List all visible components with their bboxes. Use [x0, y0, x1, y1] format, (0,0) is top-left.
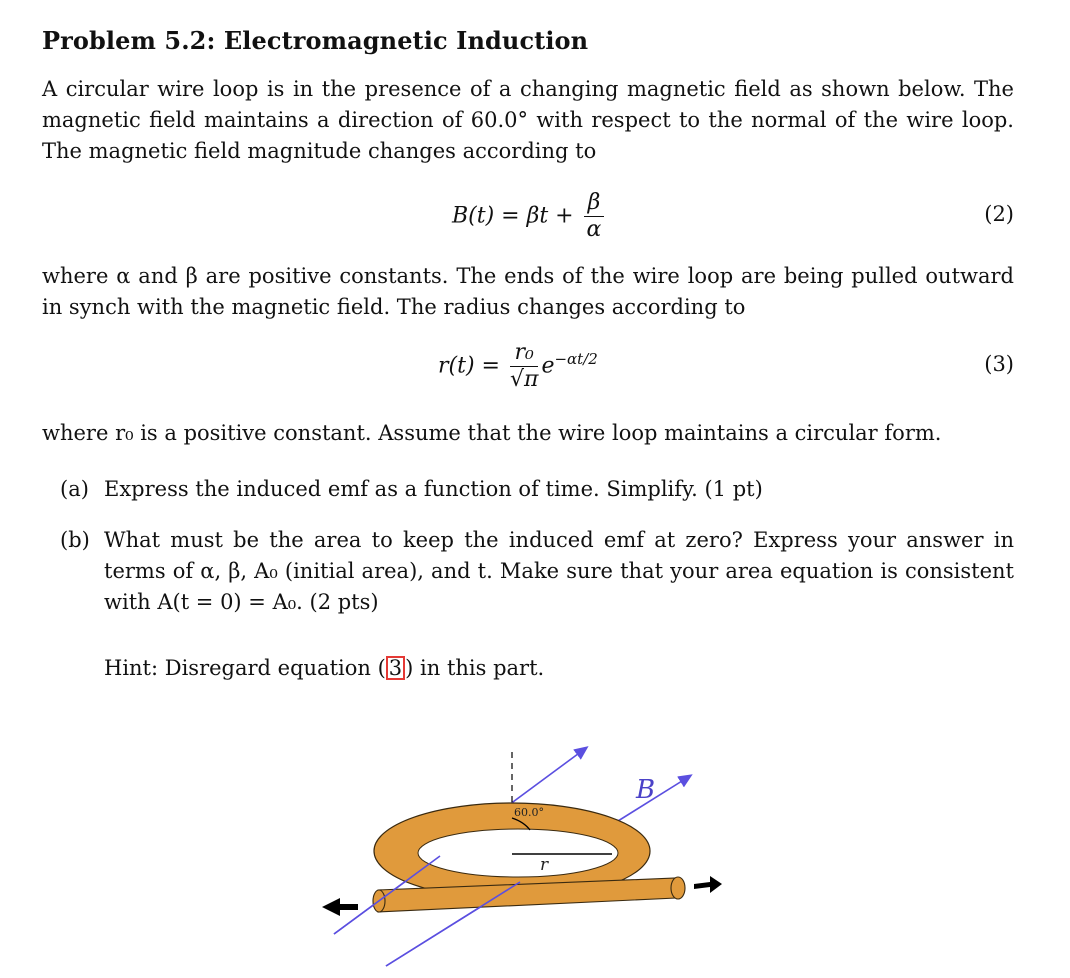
wire-loop: [373, 803, 685, 912]
radius-paragraph: where α and β are positive constants. The ends of the wire loop are being pulled outward in synch with the magnetic field. The radius changes according to: [42, 264, 1014, 319]
equation-3-lhs: r(t) =: [438, 353, 500, 379]
equation-reference-link[interactable]: 3: [386, 656, 405, 680]
angle-label: 60.0°: [514, 806, 544, 819]
part-b-text: What must be the area to keep the induced emf at zero? Express your answer in terms of α, β, A₀ (initial area), and t. Make sure that your area equation is consistent with A(t = 0) = A₀. (2 pts): [104, 528, 1014, 614]
equation-2-number: (2): [984, 202, 1014, 226]
pull-arrow-left-icon: [322, 898, 358, 916]
equation-3: [438, 340, 598, 393]
equation-2-denominator: α: [586, 217, 602, 242]
radius-label: r: [540, 855, 549, 875]
equation-3-fraction: [510, 340, 538, 393]
equation-3-exponent: −αt/2: [554, 350, 598, 369]
loop-hole: [418, 829, 618, 877]
part-b: [60, 525, 1014, 618]
equation-3-numerator: r₀: [510, 340, 538, 367]
equation-2-numerator: β: [584, 190, 605, 217]
equation-2-lhs: B(t) = βt +: [452, 203, 574, 229]
intro-paragraph: A circular wire loop is in the presence of a changing magnetic field as shown below. The magnetic field maintains a direction of 60.0° with respect to the normal of the wire loop. The magnetic field magnitude changes according to: [42, 77, 1014, 163]
problem-title: Problem 5.2: Electromagnetic Induction: [42, 26, 589, 55]
field-label: B: [636, 775, 656, 805]
hint: [104, 656, 544, 680]
equation-3-denominator: √π: [509, 367, 539, 392]
pull-arrow-right-icon: [694, 876, 722, 893]
equation-3-exp-base: e: [541, 353, 555, 379]
assumption-paragraph: where r₀ is a positive constant. Assume that the wire loop maintains a circular form.: [42, 421, 942, 445]
equation-2-fraction: [584, 190, 605, 243]
equation-3-number: (3): [984, 352, 1014, 376]
hint-prefix: Hint: Disregard equation (: [104, 656, 386, 680]
equation-2: [452, 190, 607, 243]
hint-suffix: ) in this part.: [405, 656, 545, 680]
part-b-label: (b): [60, 528, 90, 552]
part-a: [60, 474, 1014, 505]
wire-end-right: [671, 877, 685, 899]
loop-figure: [318, 736, 738, 972]
part-a-label: (a): [60, 477, 89, 501]
part-a-text: Express the induced emf as a function of time. Simplify. (1 pt): [104, 477, 763, 501]
